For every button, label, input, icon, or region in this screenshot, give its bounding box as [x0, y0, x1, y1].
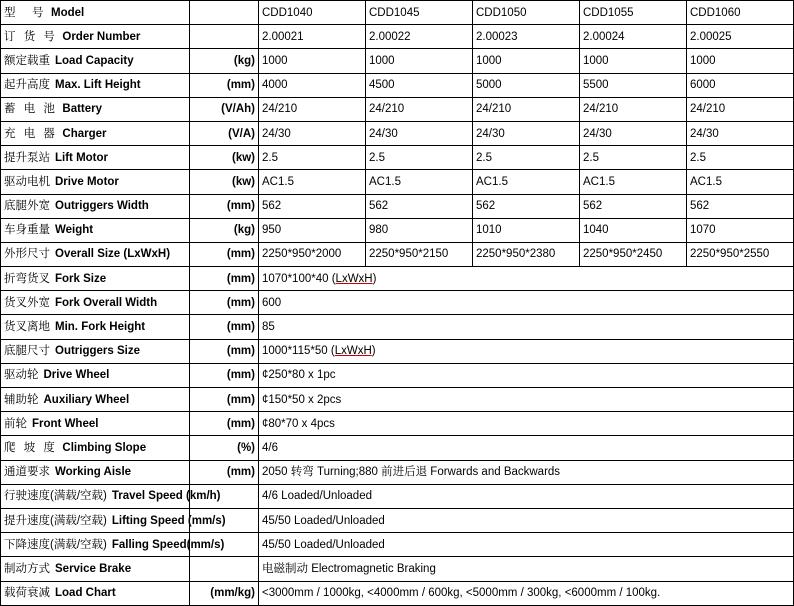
row-value-1: 562 [366, 194, 473, 218]
row-value-4: 562 [687, 194, 794, 218]
row-unit: (mm) [190, 194, 259, 218]
row-label-en: Max. Lift Height [55, 79, 141, 92]
row-label-cn: 载荷衰减 [4, 587, 50, 600]
row-label [1, 436, 190, 460]
table-row [1, 97, 794, 121]
row-unit: (mm) [190, 363, 259, 387]
row-value-2: AC1.5 [473, 170, 580, 194]
row-label-en: Fork Size [55, 272, 107, 285]
row-label-cn: 货叉外宽 [4, 296, 50, 309]
row-unit [190, 1, 259, 25]
row-label-cn: 充 电 器 [4, 127, 58, 140]
row-unit: (mm) [190, 73, 259, 97]
row-label-cn: 车身重量 [4, 224, 50, 237]
table-row [1, 533, 794, 557]
row-value-4: 1070 [687, 218, 794, 242]
row-value: ¢80*70 x 4pcs [259, 412, 794, 436]
row-value: <3000mm / 1000kg, <4000mm / 600kg, <5000mm / 300kg, <6000mm / 100kg. [259, 581, 794, 605]
row-unit: (kg) [190, 49, 259, 73]
row-unit: (mm) [190, 460, 259, 484]
row-value-0: 950 [259, 218, 366, 242]
row-value-4: 2.5 [687, 146, 794, 170]
row-value-2: 1010 [473, 218, 580, 242]
row-unit: (kg) [190, 218, 259, 242]
model-cell-3: CDD1055 [580, 1, 687, 25]
model-cell-1: CDD1045 [366, 1, 473, 25]
row-label-en: Overall Size (LxWxH) [55, 248, 171, 261]
table-row [1, 121, 794, 145]
row-label [1, 25, 190, 49]
row-unit: (mm/kg) [190, 581, 259, 605]
row-label-cn: 外形尺寸 [4, 248, 50, 261]
row-label-en: Lifting Speed (mm/s) [111, 514, 226, 527]
row-value-3: 562 [580, 194, 687, 218]
row-unit [190, 25, 259, 49]
row-value: 1000*115*50 (LxWxH) [259, 339, 794, 363]
model-cell-0: CDD1040 [259, 1, 366, 25]
row-value-4: 1000 [687, 49, 794, 73]
row-label-cn: 驱动轮 [4, 369, 39, 382]
row-label-cn: 提升泵站 [4, 151, 50, 164]
row-value-2: 562 [473, 194, 580, 218]
row-value-1: 24/30 [366, 121, 473, 145]
row-label-en: Load Chart [55, 587, 116, 600]
row-label-en: Weight [55, 224, 94, 237]
row-value-3: 2250*950*2450 [580, 242, 687, 266]
table-row [1, 170, 794, 194]
table-row [1, 581, 794, 605]
row-value-2: 24/210 [473, 97, 580, 121]
row-label-en: Drive Wheel [43, 369, 110, 382]
underlined-text: LxWxH [334, 345, 372, 358]
row-label-en: Fork Overall Width [55, 296, 158, 309]
row-label [1, 242, 190, 266]
row-value-0: 1000 [259, 49, 366, 73]
row-label-en: Battery [62, 103, 103, 116]
row-unit: (mm) [190, 242, 259, 266]
row-label-en: Outriggers Size [55, 345, 140, 358]
table-row [1, 460, 794, 484]
table-row [1, 388, 794, 412]
row-label [1, 557, 190, 581]
row-value-4: 24/210 [687, 97, 794, 121]
table-row [1, 412, 794, 436]
table-row [1, 363, 794, 387]
row-label-en: Order Number [62, 30, 141, 43]
table-row [1, 508, 794, 532]
row-value-0: 2.00021 [259, 25, 366, 49]
row-label [1, 121, 190, 145]
row-value-3: AC1.5 [580, 170, 687, 194]
row-label [1, 218, 190, 242]
row-value-3: 24/30 [580, 121, 687, 145]
row-label-cn: 蓄 电 池 [4, 103, 58, 116]
row-label [1, 170, 190, 194]
row-value-2: 1000 [473, 49, 580, 73]
row-unit: (mm) [190, 315, 259, 339]
row-value-4: 6000 [687, 73, 794, 97]
row-label-cn: 底腿外宽 [4, 200, 50, 213]
row-label-en: Working Aisle [55, 466, 132, 479]
row-value: 电磁制动 Electromagnetic Braking [259, 557, 794, 581]
row-label-cn: 通道要求 [4, 466, 50, 479]
row-label [1, 194, 190, 218]
underlined-text: LxWxH [335, 272, 373, 285]
row-value-2: 24/30 [473, 121, 580, 145]
row-label-en: Auxiliary Wheel [43, 393, 130, 406]
table-row [1, 267, 794, 291]
table-row [1, 557, 794, 581]
row-value-0: 4000 [259, 73, 366, 97]
row-label-en: Lift Motor [55, 151, 109, 164]
row-unit: (mm) [190, 339, 259, 363]
row-unit: (mm) [190, 412, 259, 436]
row-value-3: 1000 [580, 49, 687, 73]
row-value-2: 2.5 [473, 146, 580, 170]
table-row [1, 291, 794, 315]
row-unit: (%) [190, 436, 259, 460]
row-label-cn: 货叉离地 [4, 321, 50, 333]
row-value-1: 980 [366, 218, 473, 242]
row-label-cn: 驱动电机 [4, 175, 50, 188]
row-value: 4/6 [259, 436, 794, 460]
row-label-en: Travel Speed (km/h) [111, 490, 221, 503]
row-label-en: Service Brake [55, 562, 132, 575]
row-unit: (mm) [190, 388, 259, 412]
row-label-cn: 行驶速度(满载/空载) [4, 490, 107, 503]
table-header-row [1, 1, 794, 25]
table-body [1, 1, 794, 606]
row-label-cn: 额定载重 [4, 54, 50, 67]
row-label-cn: 提升速度(满载/空载) [4, 514, 107, 527]
row-value: 1070*100*40 (LxWxH) [259, 267, 794, 291]
row-value: 45/50 Loaded/Unloaded [259, 508, 794, 532]
row-value-4: 2.00025 [687, 25, 794, 49]
row-value-3: 2.5 [580, 146, 687, 170]
row-label-cn: 订 货 号 [4, 30, 58, 43]
row-label-en: Model [51, 6, 85, 19]
row-label-en: Drive Motor [55, 175, 119, 188]
row-label [1, 412, 190, 436]
row-value: 4/6 Loaded/Unloaded [259, 484, 794, 508]
row-value-0: 2250*950*2000 [259, 242, 366, 266]
row-value-0: 24/30 [259, 121, 366, 145]
row-value-3: 5500 [580, 73, 687, 97]
table-row [1, 315, 794, 339]
row-value-4: 2250*950*2550 [687, 242, 794, 266]
row-value: ¢150*50 x 2pcs [259, 388, 794, 412]
row-label-en: Climbing Slope [62, 441, 147, 454]
table-row [1, 339, 794, 363]
row-label-cn: 制动方式 [4, 562, 50, 575]
row-label-en: Min. Fork Height [55, 321, 146, 333]
row-value-1: 4500 [366, 73, 473, 97]
row-value: ¢250*80 x 1pc [259, 363, 794, 387]
row-value-2: 2.00023 [473, 25, 580, 49]
row-label-en: Load Capacity [55, 54, 134, 67]
table-row [1, 218, 794, 242]
table-row [1, 25, 794, 49]
row-label [1, 291, 190, 315]
row-label [1, 73, 190, 97]
row-label-cn: 折弯货叉 [4, 272, 50, 285]
table-row [1, 242, 794, 266]
row-value: 600 [259, 291, 794, 315]
row-label-en: Charger [62, 127, 107, 140]
row-value-3: 1040 [580, 218, 687, 242]
row-value-1: 2.00022 [366, 25, 473, 49]
row-label [1, 315, 190, 339]
row-label-cn: 前轮 [4, 417, 27, 430]
row-label-model [1, 1, 190, 25]
table-row [1, 49, 794, 73]
row-value-3: 24/210 [580, 97, 687, 121]
row-value-1: 2250*950*2150 [366, 242, 473, 266]
row-value: 2050 转弯 Turning;880 前进后退 Forwards and Backwards [259, 460, 794, 484]
row-label [1, 49, 190, 73]
table-row [1, 146, 794, 170]
row-value-1: 2.5 [366, 146, 473, 170]
row-value-2: 5000 [473, 73, 580, 97]
row-label-cn: 爬 坡 度 [4, 441, 58, 454]
row-value-0: AC1.5 [259, 170, 366, 194]
row-value-1: 24/210 [366, 97, 473, 121]
row-label-cn: 下降速度(满载/空载) [4, 538, 107, 551]
row-label [1, 267, 190, 291]
model-cell-2: CDD1050 [473, 1, 580, 25]
row-unit: (kw) [190, 146, 259, 170]
row-unit: (mm) [190, 291, 259, 315]
table-row [1, 194, 794, 218]
row-unit: (mm) [190, 267, 259, 291]
row-label-cn: 底腿尺寸 [4, 345, 50, 358]
row-value-1: 1000 [366, 49, 473, 73]
table-row [1, 436, 794, 460]
row-value-4: AC1.5 [687, 170, 794, 194]
row-label-cn: 型 号 [4, 6, 46, 19]
row-label-cn: 起升高度 [4, 79, 50, 92]
row-value-0: 2.5 [259, 146, 366, 170]
row-value-3: 2.00024 [580, 25, 687, 49]
row-label-cn: 辅助轮 [4, 393, 39, 406]
row-value-0: 24/210 [259, 97, 366, 121]
row-value-4: 24/30 [687, 121, 794, 145]
row-label [1, 146, 190, 170]
row-unit: (kw) [190, 170, 259, 194]
row-label [1, 388, 190, 412]
table-row [1, 73, 794, 97]
model-cell-4: CDD1060 [687, 1, 794, 25]
row-label [1, 581, 190, 605]
row-unit: (V/Ah) [190, 97, 259, 121]
row-label [1, 533, 225, 557]
row-label-en: Outriggers Width [55, 200, 149, 213]
row-value: 45/50 Loaded/Unloaded [259, 533, 794, 557]
row-label [1, 339, 190, 363]
row-value: 85 [259, 315, 794, 339]
row-value-1: AC1.5 [366, 170, 473, 194]
table-row [1, 484, 794, 508]
row-label [1, 97, 190, 121]
row-value-0: 562 [259, 194, 366, 218]
row-label [1, 460, 190, 484]
row-label-en: Front Wheel [32, 417, 99, 430]
row-unit [190, 557, 259, 581]
row-value-2: 2250*950*2380 [473, 242, 580, 266]
row-label [1, 508, 226, 532]
row-label [1, 363, 190, 387]
row-label [1, 484, 221, 508]
row-unit: (V/A) [190, 121, 259, 145]
row-label-en: Falling Speed(mm/s) [111, 538, 225, 551]
